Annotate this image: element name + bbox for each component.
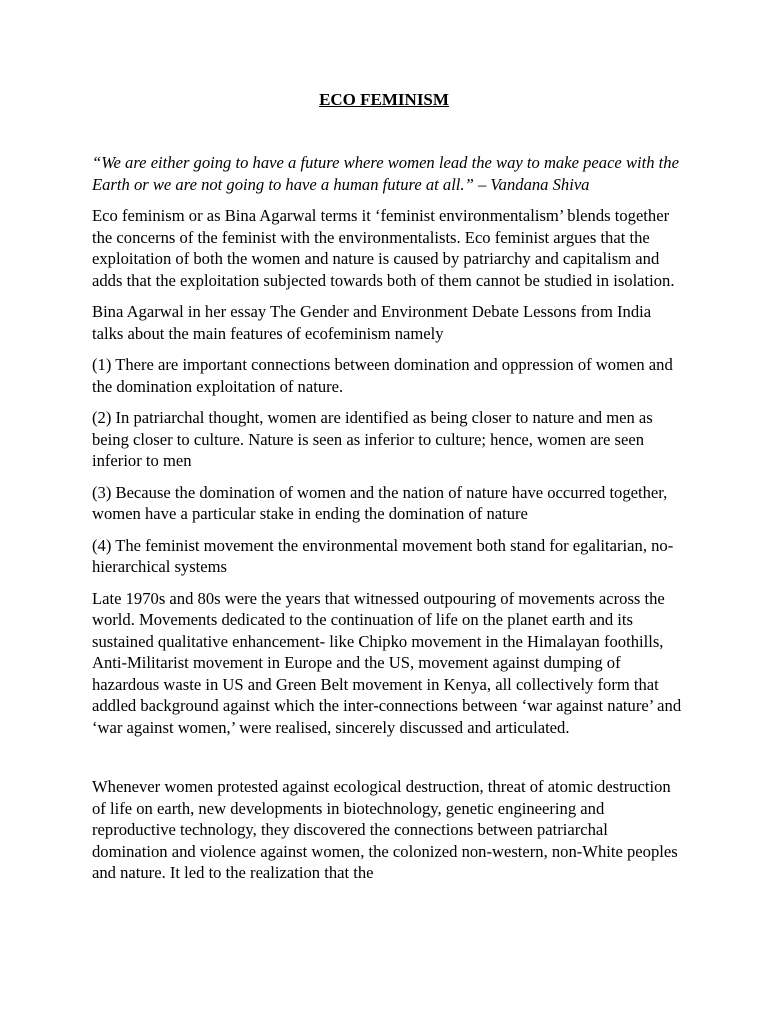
paragraph-feature-3: (3) Because the domination of women and the nation of nature have occurred together, women have a particular stake in ending the domination of nature <box>92 482 668 523</box>
paragraph-feature-2: (2) In patriarchal thought, women are identified as being closer to nature and men as being closer to culture. Nature is seen as inferior to culture; hence, women are seen inferior to men <box>92 408 653 470</box>
paragraph-protests: Whenever women protested against ecological destruction, threat of atomic destruction of life on earth, new developments in biotechnology, genetic engineering and reproductive technology, they discovered the connections between patriarchal domination and violence against women, the colonized non-western, non-White peoples and nature. It led to the realization that the <box>92 777 678 882</box>
epigraph-quote: “We are either going to have a future where women lead the way to make peace with the Earth or we are not going to have a human future at all.” – Vandana Shiva <box>92 153 679 194</box>
paragraph-agarwal-essay: Bina Agarwal in her essay The Gender and Environment Debate Lessons from India talks about the main features of ecofeminism namely <box>92 302 652 343</box>
paragraph-gap <box>92 748 682 776</box>
paragraph-movements: Late 1970s and 80s were the years that witnessed outpouring of movements across the world. Movements dedicated to the continuation of life on the planet earth and its sustained qualitative enhancement- like Chipko movement in the Himalayan foothills, Anti-Militarist movement in Europe and the US, movement against dumping of hazardous waste in US and Green Belt movement in Kenya, all collectively form that addled background against which the inter-connections between ‘war against nature’ and ‘war against women,’ were realised, sincerely discussed and articulated. <box>92 588 682 737</box>
paragraph-feature-4: (4) The feminist movement the environmental movement both stand for egalitarian, no-hierarchical systems <box>92 535 674 576</box>
document-title <box>0 89 768 111</box>
document-body <box>92 152 682 894</box>
paragraph-feature-1: (1) There are important connections between domination and oppression of women and the domination exploitation of nature. <box>92 355 673 396</box>
document-title-text: ECO FEMINISM <box>319 90 449 109</box>
paragraph-intro: Eco feminism or as Bina Agarwal terms it ‘feminist environmentalism’ blends together the concerns of the feminist with the environmentalists. Eco feminist argues that the exploitation of both the women and nature is caused by patriarchy and capitalism and adds that the exploitation subjected towards both of them cannot be studied in isolation. <box>92 206 675 290</box>
